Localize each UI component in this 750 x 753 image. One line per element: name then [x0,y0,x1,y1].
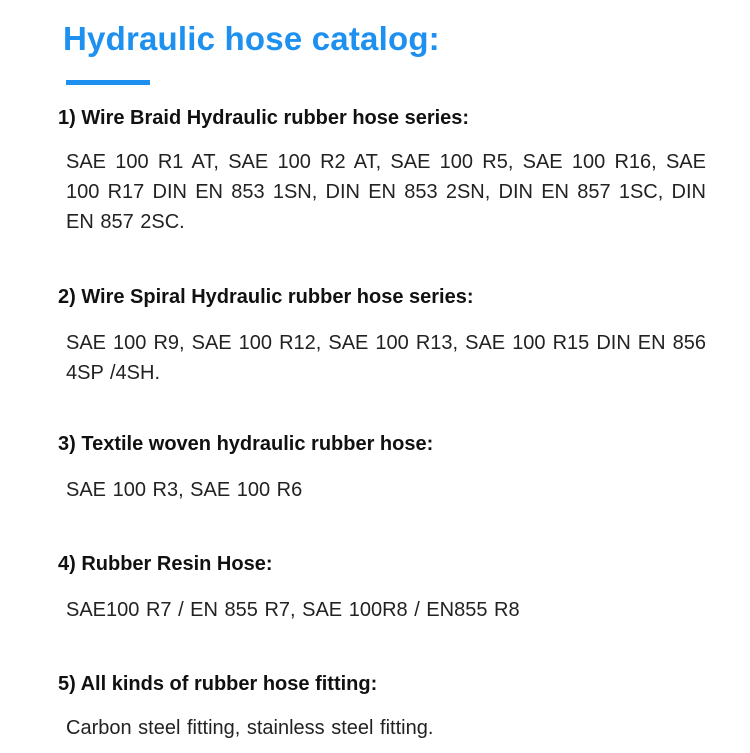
section-body-textile-woven: SAE 100 R3, SAE 100 R6 [66,479,303,501]
section-heading-rubber-resin: 4) Rubber Resin Hose: [58,553,273,575]
section-body-wire-braid: SAE 100 R1 AT, SAE 100 R2 AT, SAE 100 R5, SAE 100 R16, SAE 100 R17 DIN EN 853 1SN, DIN EN 853 2SN, DIN EN 857 1SC, DIN EN 857 2SC. [66,151,706,233]
section-body-wire-spiral: SAE 100 R9, SAE 100 R12, SAE 100 R13, SAE 100 R15 DIN EN 856 4SP /4SH. [66,332,706,384]
section-heading-wire-braid: 1) Wire Braid Hydraulic rubber hose series: [58,107,470,129]
section-heading-wire-spiral: 2) Wire Spiral Hydraulic rubber hose series: [58,286,474,308]
section-body-hose-fitting: Carbon steel fitting, stainless steel fitting. [66,717,434,739]
page-title: Hydraulic hose catalog: [63,20,440,57]
title-underline [66,80,150,85]
section-body-rubber-resin: SAE100 R7 / EN 855 R7, SAE 100R8 / EN855 R8 [66,599,520,621]
section-heading-hose-fitting: 5) All kinds of rubber hose fitting: [58,673,378,695]
section-heading-textile-woven: 3) Textile woven hydraulic rubber hose: [58,433,434,455]
